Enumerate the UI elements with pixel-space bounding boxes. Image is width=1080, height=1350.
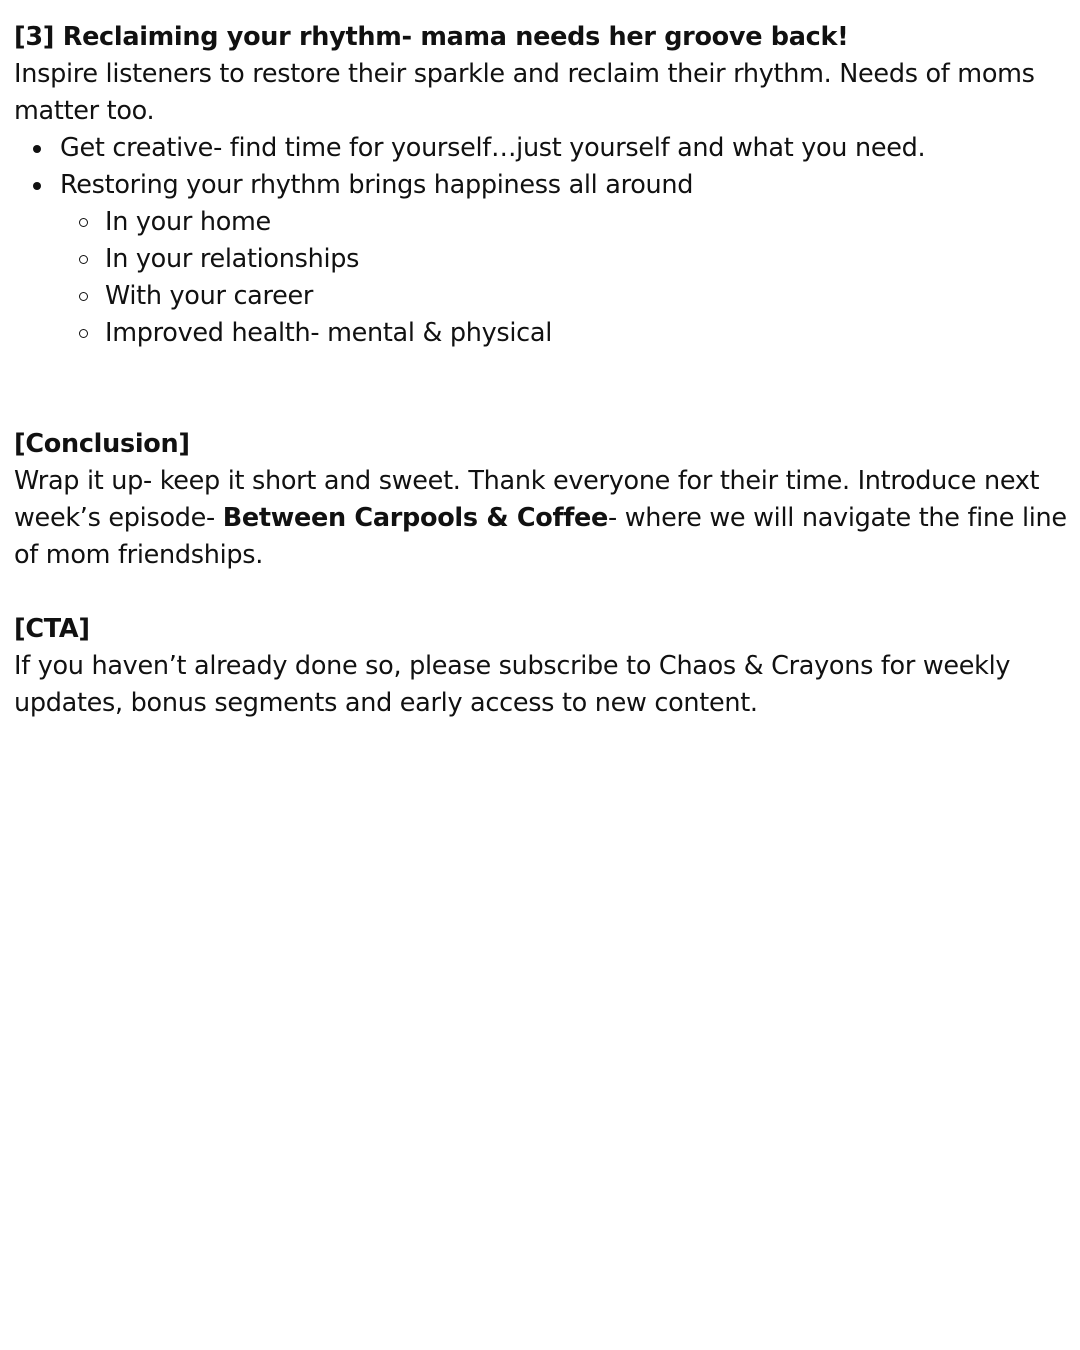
conclusion-text-after: - where we will navigate the fine line of mom friendships. xyxy=(14,503,1067,570)
sub-bullet-item xyxy=(105,315,1070,352)
episode-title: Between Carpools & Coffee xyxy=(222,503,609,533)
sub-bullet-item xyxy=(105,241,1070,278)
bullet-text: Restoring your rhythm brings happiness all around xyxy=(60,170,694,200)
sub-bullet-text: In your home xyxy=(105,207,271,237)
section-3-heading: [3] Reclaiming your rhythm- mama needs her groove back! xyxy=(14,22,849,52)
sub-bullet-text: In your relationships xyxy=(105,244,360,274)
sub-bullet-text: With your career xyxy=(105,281,314,311)
section-3-intro: Inspire listeners to restore their sparkle and reclaim their rhythm. Needs of moms matter too. xyxy=(14,59,1035,126)
bullet-item xyxy=(60,167,1070,352)
bullet-text: Get creative- find time for yourself…just yourself and what you need. xyxy=(60,133,926,163)
script-document xyxy=(14,19,1070,722)
bullet-item xyxy=(60,130,1070,167)
sub-bullet-item xyxy=(105,278,1070,315)
sub-bullet-list xyxy=(60,204,1070,352)
sub-bullet-text: Improved health- mental & physical xyxy=(105,318,553,348)
section-3-bullet-list xyxy=(14,130,1070,352)
cta-heading: [CTA] xyxy=(14,614,90,644)
cta-text: If you haven’t already done so, please subscribe to Chaos & Crayons for weekly updates, bonus segments and early access to new content. xyxy=(14,651,1011,718)
conclusion-text xyxy=(14,463,1070,574)
sub-bullet-item xyxy=(105,204,1070,241)
conclusion-heading: [Conclusion] xyxy=(14,429,190,459)
spacer xyxy=(14,352,1070,426)
conclusion-text-before: Wrap it up- keep it short and sweet. Thank everyone for their time. Introduce next week’s episode- xyxy=(14,466,1040,533)
spacer xyxy=(14,574,1070,611)
